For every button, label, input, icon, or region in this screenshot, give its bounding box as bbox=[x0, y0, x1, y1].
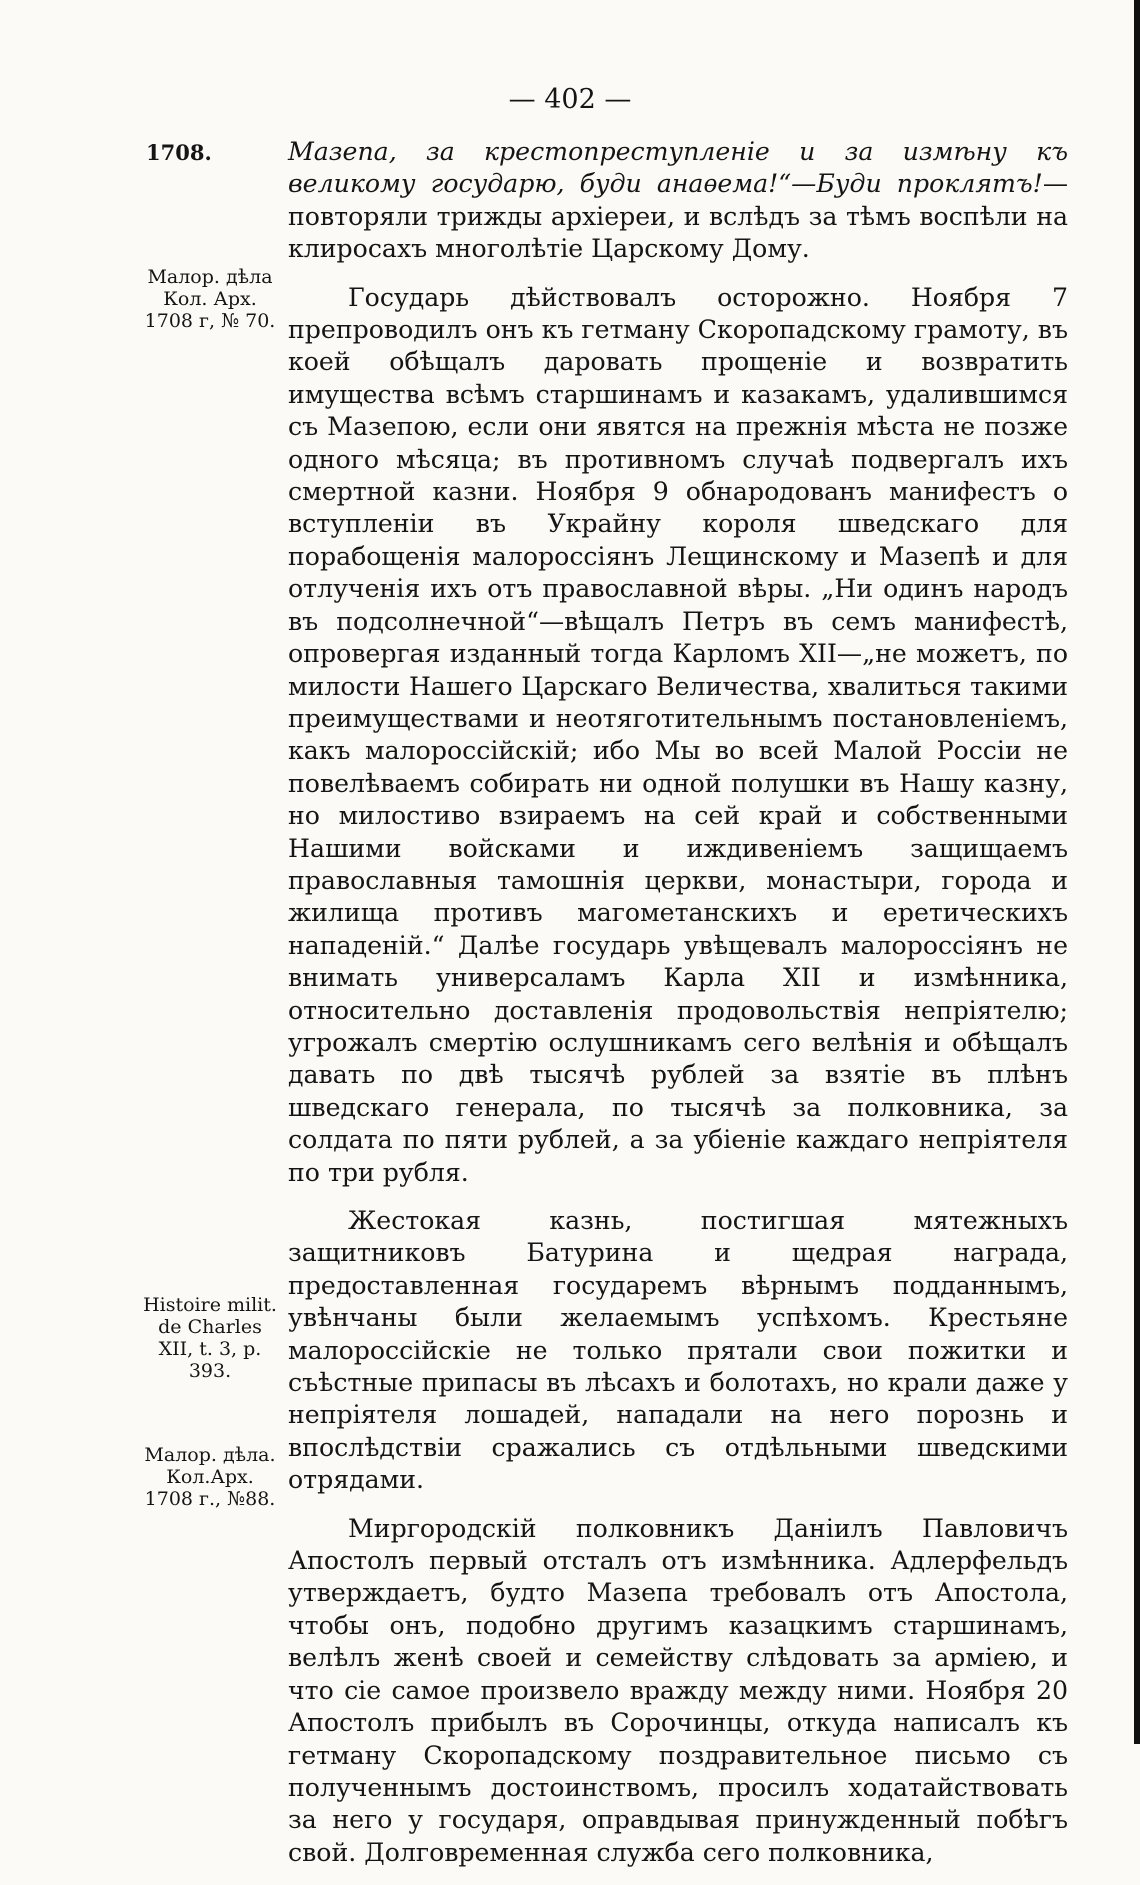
paragraph-anathema-rest: —повторяли трижды архіереи, и вслѣдъ за тѣмъ воспѣли на клиросахъ многолѣтіе Царскому Дому. bbox=[288, 169, 1068, 264]
margin-year: 1708. bbox=[146, 140, 212, 165]
paragraph-tsar-decree: Государь дѣйствовалъ осторожно. Ноября 7 препроводилъ онъ къ гетману Скоропадскому грамоту, въ коей обѣщалъ даровать прощеніе и возвратить имущества всѣмъ старшинамъ и казакамъ, удалившимся съ Мазепою, если они явятся на прежнія мѣста не позже одного мѣсяца; въ противномъ случаѣ подвергалъ ихъ смертной казни. Ноября 9 обнародованъ манифестъ о вступленіи въ Украйну короля шведскаго для порабощенія малороссіянъ Лещинскому и Мазепѣ и для отлученія ихъ отъ православной вѣры. „Ни одинъ народъ въ подсолнечной“—вѣщалъ Петръ въ семъ манифестѣ, опровергая изданный тогда Карломъ XII—„не можетъ, по милости Нашего Царскаго Величества, хвалиться такими преимуществами и неотяготительнымъ постановленіемъ, какъ малороссійскій; ибо Мы во всей Малой Россіи не повелѣваемъ собирать ни одной полушки въ Нашу казну, но милостиво взираемъ на сей край и собственными Нашими войсками и иждивеніемъ защищаемъ православныя тамошнія церкви, монастыри, города и жилища противъ магометанскихъ и еретическихъ нападеній.“ Далѣе государь увѣщевалъ малороссіянъ не внимать универсаламъ Карла XII и измѣнника, относительно доставленія продовольствія непріятелю; угрожалъ смертію ослушникамъ сего велѣнія и обѣщалъ давать по двѣ тысячѣ рублей за взятіе въ плѣнъ шведскаго генерала, по тысячѣ за полковника, за солдата по пяти рублей, а за убіеніе каждаго непріятеля по три рубля. bbox=[288, 282, 1068, 1187]
italic-quote: Мазепа, за крестопреступленіе и за измѣну къ великому государю, буди анаѳема!“—Буди проклятъ! bbox=[288, 137, 1068, 199]
scan-edge bbox=[1134, 0, 1140, 1744]
paragraph-anathema bbox=[288, 136, 1068, 266]
margin-note-archive-88: Малор. дѣла. Кол.Арх. 1708 г., №88. bbox=[144, 1444, 276, 1510]
paragraph-punishment: Жестокая казнь, постигшая мятежныхъ защитниковъ Батурина и щедрая награда, предоставленная государемъ вѣрнымъ подданнымъ, увѣнчаны были желаемымъ успѣхомъ. Крестьяне малороссійскіе не только прятали свои пожитки и съѣстные припасы въ лѣсахъ и болотахъ, но крали даже у непріятеля лошадей, нападали на него порознь и впослѣдствіи сражались съ отдѣльными шведскими отрядами. bbox=[288, 1206, 1068, 1495]
paragraph-apostol: Миргородскій полковникъ Даніилъ Павловичъ Апостолъ первый отсталъ отъ измѣнника. Адлерфельдъ утверждаетъ, будто Мазепа требовалъ отъ Апостола, чтобы онъ, подобно другимъ казацкимъ старшинамъ, велѣлъ женѣ своей и семейству слѣдовать за арміею, и что сіе самое произвело вражду между ними. Ноября 20 Апостолъ прибылъ въ Сорочинцы, откуда написалъ къ гетману Скоропадскому поздравительное письмо съ полученнымъ достоинствомъ, просилъ ходатайствовать за него у государя, оправдывая принужденный побѣгъ свой. Долговременная служба сего полковника, bbox=[288, 1513, 1068, 1867]
margin-note-histoire: Histoire milit. de Charles XII, t. 3, p. 393. bbox=[143, 1294, 277, 1382]
body-text bbox=[288, 136, 1068, 1885]
page-number: — 402 — bbox=[508, 84, 632, 115]
margin-note-archive-70: Малор. дѣла Кол. Арх. 1708 г, № 70. bbox=[144, 266, 276, 332]
